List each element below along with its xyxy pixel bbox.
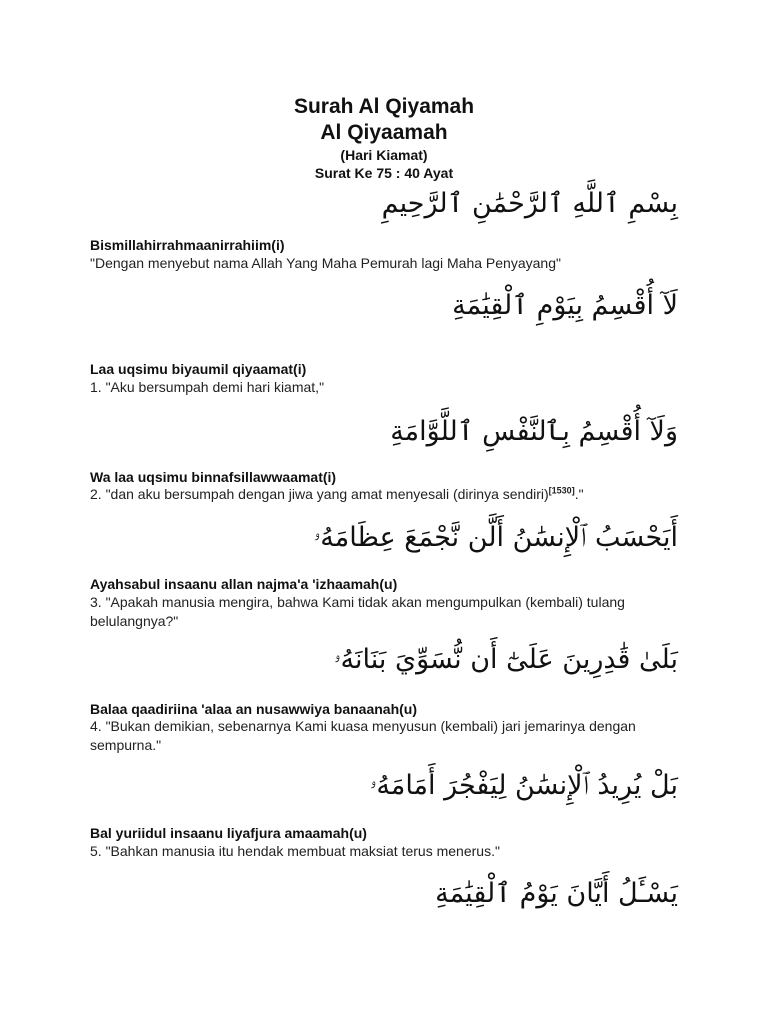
surah-meaning: (Hari Kiamat) — [340, 147, 428, 163]
verse-2-translation-end: ." — [574, 486, 584, 502]
surah-info: Surat Ke 75 : 40 Ayat — [314, 165, 454, 181]
surah-alt-title: Al Qiyaamah — [320, 121, 448, 144]
verse-4-arabic: بَلَىٰ قَٰدِرِينَ عَلَىٰٓ أَن نُّسَوِّيَ بَنَانَهُۥ — [333, 644, 678, 675]
verse-1-arabic: لَآ أُقْسِمُ بِيَوْمِ ٱلْقِيَٰمَةِ — [452, 290, 678, 321]
basmala-transliteration: Bismillahirrahmaanirrahiim(i) — [90, 237, 285, 253]
verse-1-transliteration: Laa uqsimu biyaumil qiyaamat(i) — [90, 361, 307, 377]
basmala-translation: "Dengan menyebut nama Allah Yang Maha Pemurah lagi Maha Penyayang" — [90, 255, 561, 271]
basmala-arabic: بِسْمِ ٱللَّهِ ٱلرَّحْمَٰنِ ٱلرَّحِيمِ — [381, 188, 678, 219]
document-header — [90, 94, 678, 182]
verse-3-translation: 3. "Apakah manusia mengira, bahwa Kami tidak akan mengumpulkan (kembali) tulang belulangnya?" — [90, 594, 625, 629]
verse-5-arabic: بَلْ يُرِيدُ ٱلْإِنسَٰنُ لِيَفْجُرَ أَمَامَهُۥ — [369, 770, 678, 801]
verse-3-arabic: أَيَحْسَبُ ٱلْإِنسَٰنُ أَلَّن نَّجْمَعَ عِظَامَهُۥ — [313, 522, 678, 553]
verse-5-transliteration: Bal yuriidul insaanu liyafjura amaamah(u) — [90, 825, 367, 841]
verse-1-translation: 1. "Aku bersumpah demi hari kiamat," — [90, 379, 325, 395]
verse-2-translation-text: 2. "dan aku bersumpah dengan jiwa yang amat menyesali (dirinya sendiri) — [90, 486, 549, 502]
footnote-marker[interactable]: [1530] — [548, 485, 575, 496]
verse-2-translation — [90, 485, 678, 504]
verse-6-arabic: يَسْـَٔلُ أَيَّانَ يَوْمُ ٱلْقِيَٰمَةِ — [435, 878, 678, 909]
verse-2-transliteration: Wa laa uqsimu binnafsillawwaamat(i) — [90, 469, 337, 485]
verse-4-translation: 4. "Bukan demikian, sebenarnya Kami kuasa menyusun (kembali) jari jemarinya dengan sempurna." — [90, 718, 636, 753]
surah-title: Surah Al Qiyamah — [293, 95, 475, 118]
verse-4-transliteration: Balaa qaadiriina 'alaa an nusawwiya banaanah(u) — [90, 701, 417, 717]
verse-3-transliteration: Ayahsabul insaanu allan najma'a 'izhaamah(u) — [90, 576, 398, 592]
verse-2-arabic: وَلَآ أُقْسِمُ بِٱلنَّفْسِ ٱللَّوَّامَةِ — [390, 416, 678, 447]
verse-5-translation: 5. "Bahkan manusia itu hendak membuat maksiat terus menerus." — [90, 843, 500, 859]
